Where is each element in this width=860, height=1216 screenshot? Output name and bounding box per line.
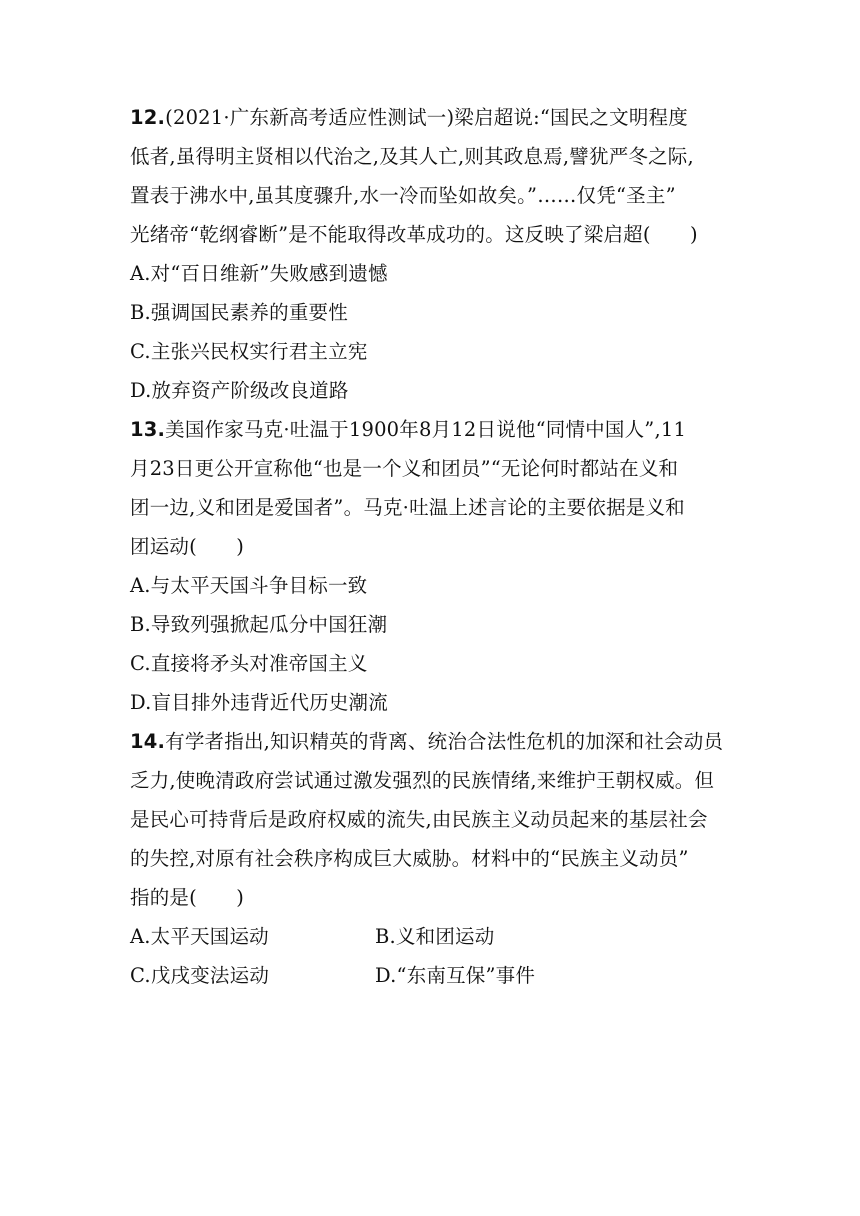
option-c: C.直接将矛头对准帝国主义 bbox=[130, 652, 368, 675]
question-13 bbox=[130, 410, 730, 722]
question-stem-line: 乏力,使晚清政府尝试通过激发强烈的民族情绪,来维护王朝权威。但 bbox=[130, 769, 715, 792]
option-d: D.盲目排外违背近代历史潮流 bbox=[130, 691, 388, 714]
option-b: B.导致列强掀起瓜分中国狂潮 bbox=[130, 613, 388, 636]
question-stem-line: 12.(2021·广东新高考适应性测试一)梁启超说:“国民之文明程度 bbox=[130, 106, 688, 129]
exam-page bbox=[130, 98, 730, 995]
question-stem-line: 光绪帝“乾纲睿断”是不能取得改革成功的。这反映了梁启超( ) bbox=[130, 223, 698, 246]
option-a: A.与太平天国斗争目标一致 bbox=[130, 574, 368, 597]
option-a: A.太平天国运动 bbox=[130, 925, 269, 948]
question-stem-line: 是民心可持背后是政府权威的流失,由民族主义动员起来的基层社会 bbox=[130, 808, 708, 831]
question-number: 14. bbox=[130, 730, 166, 753]
question-12 bbox=[130, 98, 730, 410]
option-c: C.主张兴民权实行君主立宪 bbox=[130, 340, 368, 363]
question-stem-line: 的失控,对原有社会秩序构成巨大威胁。材料中的“民族主义动员” bbox=[130, 847, 689, 870]
question-stem-line: 团运动( ) bbox=[130, 535, 245, 558]
option-d: D.放弃资产阶级改良道路 bbox=[130, 379, 349, 402]
question-number: 13. bbox=[130, 418, 166, 441]
option-b: B.义和团运动 bbox=[375, 925, 495, 948]
option-c: C.戊戌变法运动 bbox=[130, 964, 270, 987]
option-b: B.强调国民素养的重要性 bbox=[130, 301, 348, 324]
question-stem-line: 团一边,义和团是爱国者”。马克·吐温上述言论的主要依据是义和 bbox=[130, 496, 685, 519]
question-number: 12. bbox=[130, 106, 166, 129]
question-14 bbox=[130, 722, 730, 995]
option-row bbox=[130, 917, 730, 956]
question-stem-line: 月23日更公开宣称他“也是一个义和团员”“无论何时都站在义和 bbox=[130, 457, 679, 480]
question-stem-line: 13.美国作家马克·吐温于1900年8月12日说他“同情中国人”,11 bbox=[130, 418, 687, 441]
question-stem-line: 指的是( ) bbox=[130, 886, 245, 909]
question-stem-line: 14.有学者指出,知识精英的背离、统治合法性危机的加深和社会动员 bbox=[130, 730, 724, 753]
option-row bbox=[130, 956, 730, 995]
option-d: D.“东南互保”事件 bbox=[375, 964, 536, 987]
option-a: A.对“百日维新”失败感到遗憾 bbox=[130, 262, 388, 285]
question-stem-line: 置表于沸水中,虽其度骤升,水一冷而坠如故矣。”……仅凭“圣主” bbox=[130, 184, 676, 207]
question-stem-line: 低者,虽得明主贤相以代治之,及其人亡,则其政息焉,譬犹严冬之际, bbox=[130, 145, 694, 168]
